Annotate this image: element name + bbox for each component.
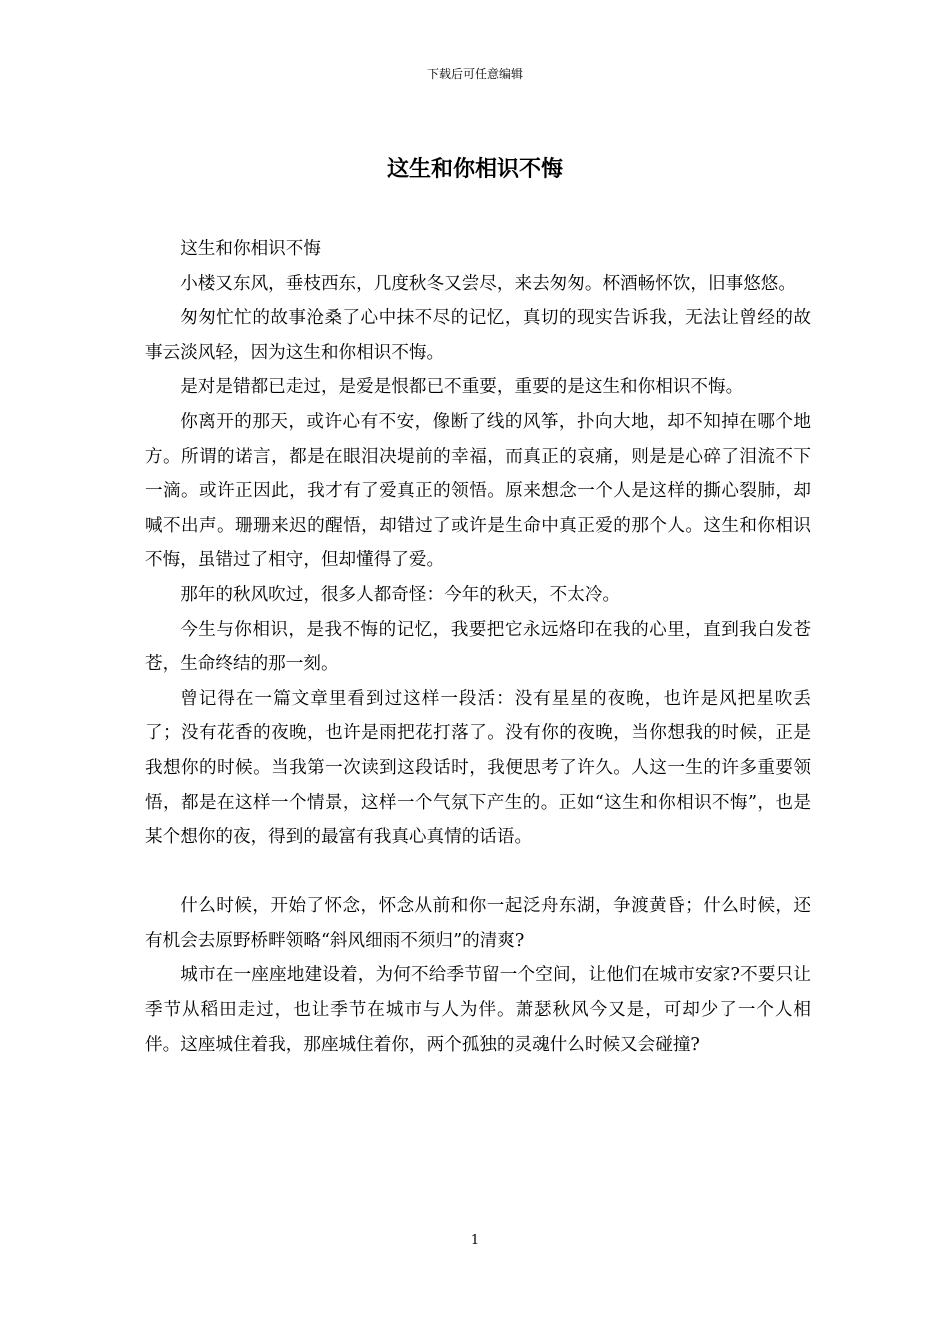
paragraph-subtitle: 这生和你相识不悔 <box>180 239 321 259</box>
paragraph: 那年的秋风吹过，很多人都奇怪：今年的秋天，不太冷。 <box>180 584 621 605</box>
paragraph: 匆匆忙忙的故事沧桑了心中抹不尽的记忆，真切的现实告诉我，无法让曾经的故事云淡风轻，因为这生和你相识不悔。 <box>145 308 811 363</box>
blank-line <box>145 855 811 890</box>
paragraph: 你离开的那天，或许心有不安，像断了线的风筝，扑向大地，却不知掉在哪个地方。所谓的诺言，都是在眼泪决堤前的幸福，而真正的哀痛，则是是心碎了泪流不下一滴。或许正因此，我才有了爱真正的领悟。原来想念一个人是这样的撕心裂肺，却喊不出声。珊珊来迟的醒悟，却错过了或许是生命中真正爱的那个人。这生和你相识不悔，虽错过了相守，但却懂得了爱。 <box>145 411 811 571</box>
paragraph: 是对是错都已走过，是爱是恨都已不重要，重要的是这生和你相识不悔。 <box>180 377 744 398</box>
paragraph: 曾记得在一篇文章里看到过这样一段活：没有星星的夜晚，也许是风把星吹丢了；没有花香的夜晚，也许是雨把花打落了。没有你的夜晚，当你想我的时候，正是我想你的时候。当我第一次读到这段话时，我便思考了许久。人这一生的许多重要领悟，都是在这样一个情景，这样一个气氛下产生的。正如“这生和你相识不悔”，也是某个想你的夜，得到的最富有我真心真情的话语。 <box>145 688 811 848</box>
paragraph: 城市在一座座地建设着，为何不给季节留一个空间，让他们在城市安家?不要只让季节从稻田走过，也让季节在城市与人为伴。萧瑟秋风今又是，可却少了一个人相伴。这座城住着我，那座城住着你，两个孤独的灵魂什么时候又会碰撞? <box>145 965 811 1055</box>
paragraph: 小楼又东风，垂枝西东，几度秋冬又尝尽，来去匆匆。杯酒畅怀饮，旧事悠悠。 <box>180 273 796 294</box>
document-body <box>145 232 811 1062</box>
paragraph: 什么时候，开始了怀念，怀念从前和你一起泛舟东湖，争渡黄昏；什么时候，还有机会去原野桥畔领略“斜风细雨不须归”的清爽? <box>145 896 811 951</box>
paragraph: 今生与你相识，是我不悔的记忆，我要把它永远烙印在我的心里，直到我白发苍苍，生命终结的那一刻。 <box>145 619 811 675</box>
document-title: 这生和你相识不悔 <box>386 156 563 182</box>
header-note: 下载后可任意编辑 <box>426 67 523 81</box>
page-number: 1 <box>470 1233 480 1248</box>
